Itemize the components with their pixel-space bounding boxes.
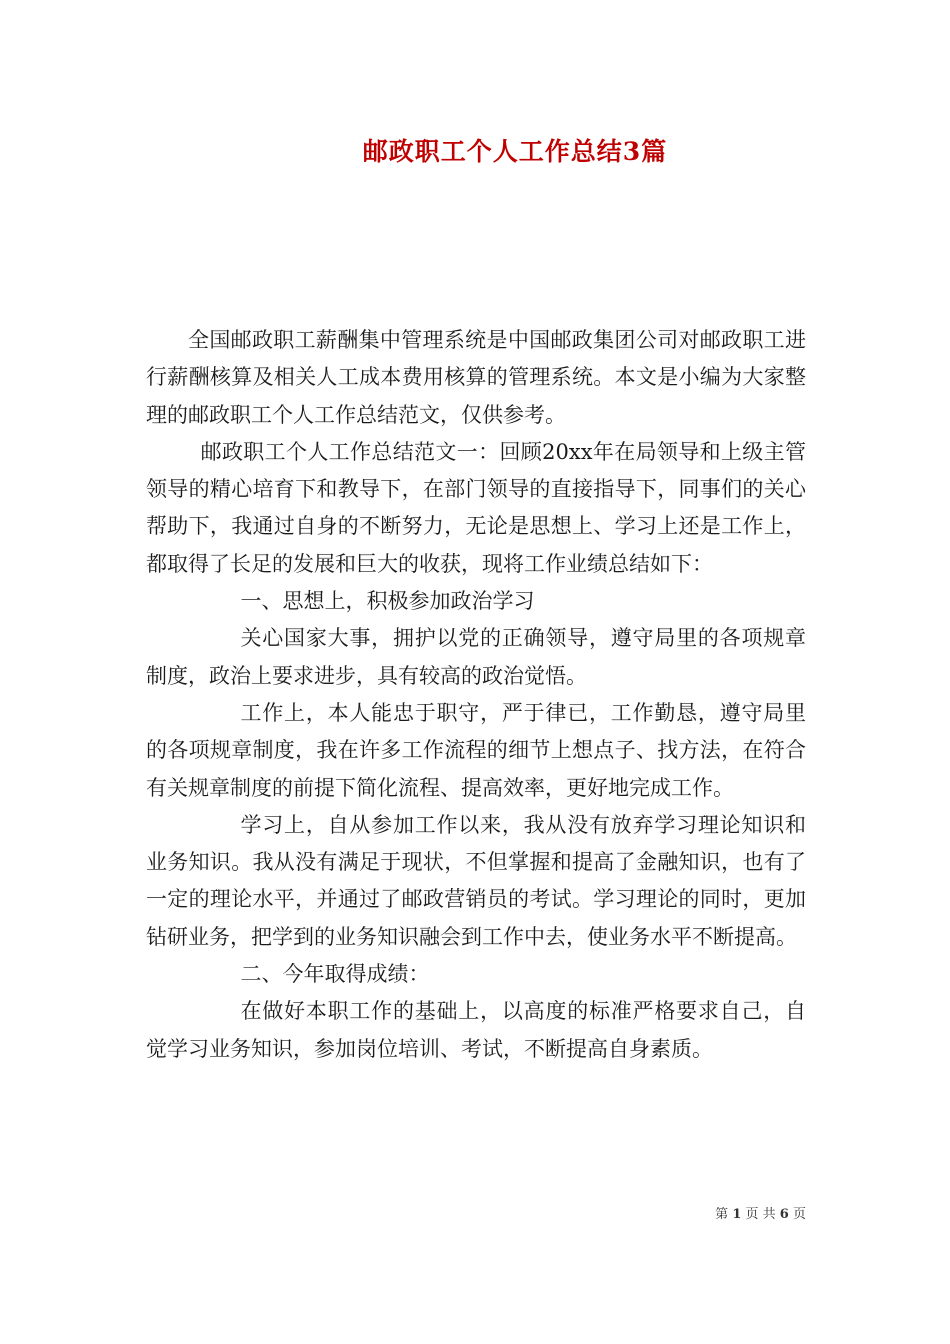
footer-middle: 页 共 [745,1207,776,1222]
section-heading: 一、思想上，积极参加政治学习 [240,589,535,614]
document-body [146,322,806,1068]
footer-suffix: 页 [792,1207,806,1222]
footer-prefix: 第 [715,1207,729,1222]
body-paragraph: 在做好本职工作的基础上，以高度的标准严格要求自己，自觉学习业务知识，参加岗位培训、考试，不断提高自身素质。 [146,999,806,1061]
footer-page-number: 1 [732,1207,742,1222]
footer-total-pages: 6 [779,1207,789,1222]
body-paragraph: 学习上，自从参加工作以来，我从没有放弃学习理论知识和业务知识。我从没有满足于现状，不但掌握和提高了金融知识，也有了一定的理论水平，并通过了邮政营销员的考试。学习理论的同时，更加钻研业务，把学到的业务知识融会到工作中去，使业务水平不断提高。 [146,812,806,949]
document-title: 邮政职工个人工作总结3篇 [362,137,668,166]
body-paragraph: 关心国家大事，拥护以党的正确领导，遵守局里的各项规章制度，政治上要求进步，具有较高的政治觉悟。 [146,626,806,688]
body-paragraph: 工作上，本人能忠于职守，严于律已，工作勤恳，遵守局里的各项规章制度，我在许多工作流程的细节上想点子、找方法，在符合有关规章制度的前提下简化流程、提高效率，更好地完成工作。 [146,700,806,800]
page-footer [715,1203,806,1222]
section-heading: 二、今年取得成绩： [240,962,430,987]
body-paragraph: 邮政职工个人工作总结范文一：回顾20xx年在局领导和上级主管领导的精心培育下和教导下，在部门领导的直接指导下，同事们的关心帮助下，我通过自身的不断努力，无论是思想上、学习上还是工作上，都取得了长足的发展和巨大的收获，现将工作业绩总结如下： [146,439,806,576]
intro-paragraph: 全国邮政职工薪酬集中管理系统是中国邮政集团公司对邮政职工进行薪酬核算及相关人工成本费用核算的管理系统。本文是小编为大家整理的邮政职工个人工作总结范文，仅供参考。 [146,328,806,427]
